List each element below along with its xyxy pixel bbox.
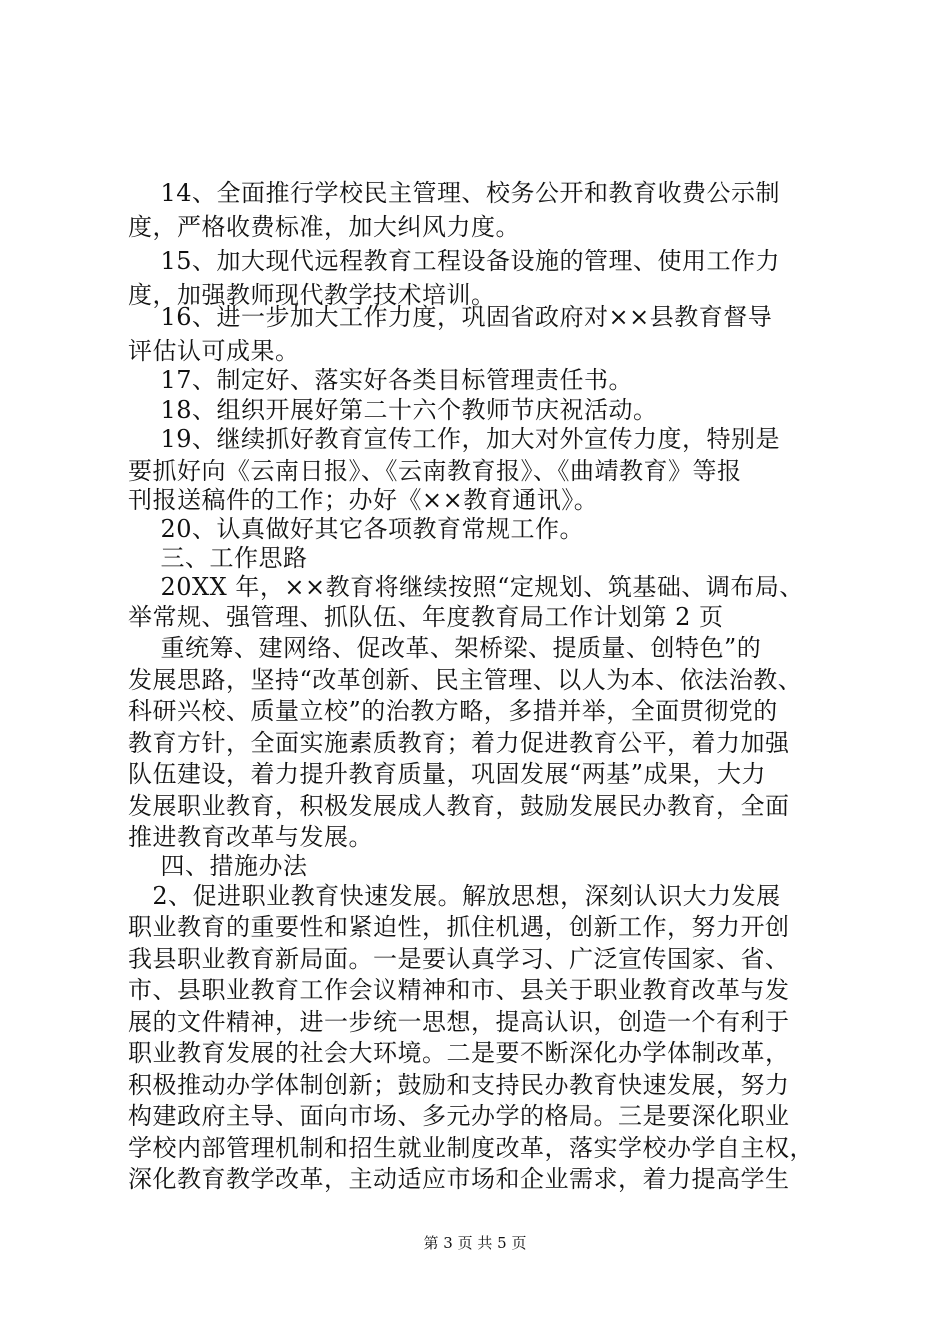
text-line: 学校内部管理机制和招生就业制度改革，落实学校办学自主权， (128, 1134, 814, 1162)
text-line: 度，加强教师现代教学技术培训。 (128, 281, 496, 309)
text-line: 18、组织开展好第二十六个教师节庆祝活动。 (128, 396, 658, 424)
text-line: 2、促进职业教育快速发展。解放思想，深刻认识大力发展 (128, 882, 781, 910)
text-line: 职业教育的重要性和紧迫性，抓住机遇，创新工作，努力开创 (128, 913, 790, 941)
text-line: 我县职业教育新局面。一是要认真学习、广泛宣传国家、省、 (128, 945, 790, 973)
text-line: 17、制定好、落实好各类目标管理责任书。 (128, 366, 634, 394)
section-heading: 三、工作思路 (128, 544, 308, 572)
text-line: 刊报送稿件的工作；办好《××教育通讯》。 (128, 486, 599, 514)
text-line: 14、全面推行学校民主管理、校务公开和教育收费公示制 (128, 179, 781, 207)
text-line: 市、县职业教育工作会议精神和市、县关于职业教育改革与发 (128, 976, 790, 1004)
text-line: 19、继续抓好教育宣传工作，加大对外宣传力度，特别是 (128, 425, 781, 453)
text-line: 深化教育教学改革，主动适应市场和企业需求，着力提高学生 (128, 1165, 790, 1193)
text-line: 度，严格收费标准，加大纠风力度。 (128, 213, 520, 241)
text-line: 评估认可成果。 (128, 337, 300, 365)
text-line: 职业教育发展的社会大环境。二是要不断深化办学体制改革， (128, 1039, 790, 1067)
text-line: 展的文件精神，进一步统一思想，提高认识，创造一个有利于 (128, 1008, 790, 1036)
text-line: 教育方针，全面实施素质教育；着力促进教育公平，着力加强 (128, 729, 790, 757)
text-line: 举常规、强管理、抓队伍、年度教育局工作计划第 2 页 (128, 603, 724, 631)
text-line: 积极推动办学体制创新；鼓励和支持民办教育快速发展，努力 (128, 1071, 790, 1099)
text-line: 20XX 年，××教育将继续按照“定规划、筑基础、调布局、 (128, 573, 804, 601)
text-line: 构建政府主导、面向市场、多元办学的格局。三是要深化职业 (128, 1102, 790, 1130)
text-line: 队伍建设，着力提升教育质量，巩固发展“两基”成果，大力 (128, 760, 767, 788)
section-heading: 四、措施办法 (128, 852, 308, 880)
text-line: 发展思路，坚持“改革创新、民主管理、以人为本、依法治教、 (128, 666, 803, 694)
text-line: 16、进一步加大工作力度，巩固省政府对××县教育督导 (128, 303, 773, 331)
text-line: 20、认真做好其它各项教育常规工作。 (128, 515, 585, 543)
text-line: 重统筹、建网络、促改革、架桥梁、提质量、创特色”的 (128, 634, 762, 662)
text-line: 推进教育改革与发展。 (128, 823, 373, 851)
page-footer: 第 3 页 共 5 页 (423, 1234, 527, 1252)
text-line: 科研兴校、质量立校”的治教方略，多措并举，全面贯彻党的 (128, 697, 778, 725)
text-line: 发展职业教育，积极发展成人教育，鼓励发展民办教育，全面 (128, 792, 790, 820)
text-line: 要抓好向《云南日报》、《云南教育报》、《曲靖教育》等报 (128, 457, 742, 485)
text-line: 15、加大现代远程教育工程设备设施的管理、使用工作力 (128, 247, 781, 275)
